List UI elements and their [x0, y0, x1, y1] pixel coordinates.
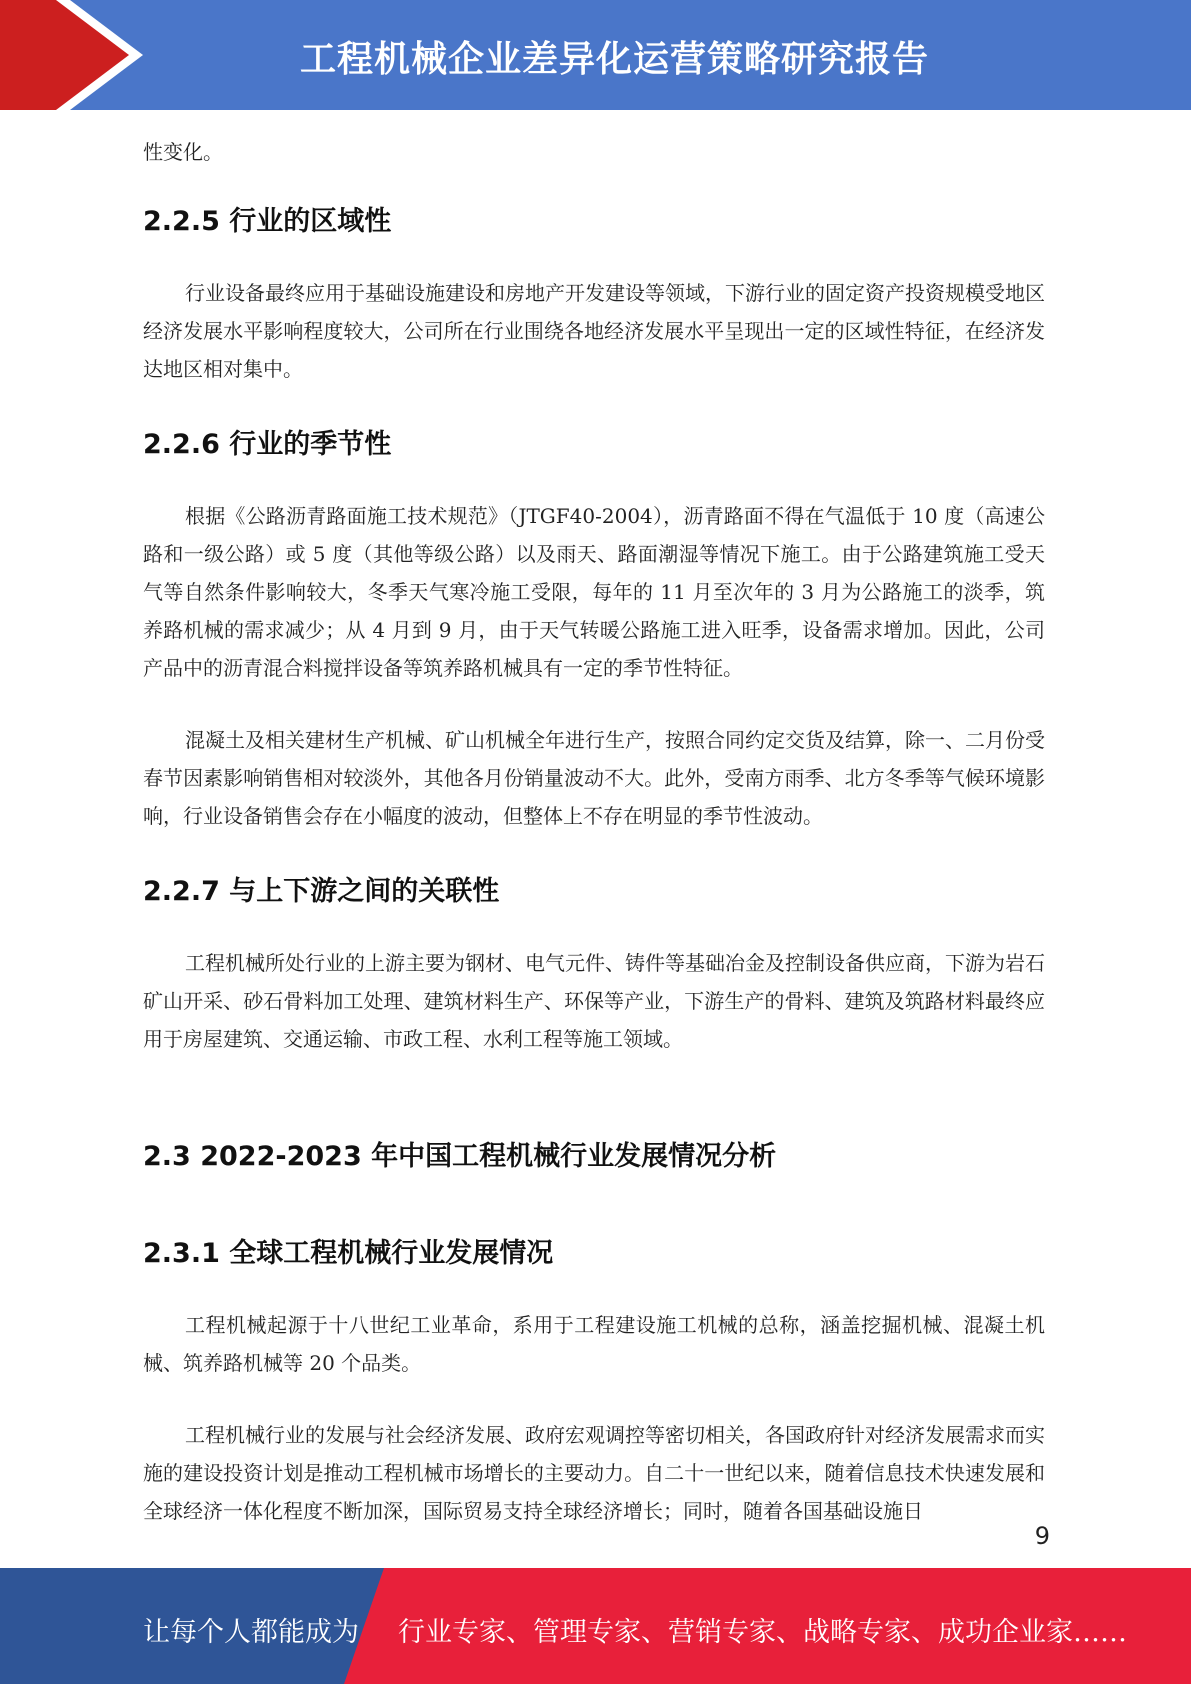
header-arrow-icon: [0, 0, 160, 110]
heading-2-3: 2.3 2022-2023 年中国工程机械行业发展情况分析: [143, 1141, 777, 1172]
heading-2-2-6: 2.2.6 行业的季节性: [143, 429, 392, 460]
page-number: 9: [1034, 1522, 1050, 1550]
paragraph-intro: 性变化。: [143, 140, 223, 164]
footer-slogan-left: 让每个人都能成为: [143, 1617, 359, 1648]
heading-2-2-5: 2.2.5 行业的区域性: [143, 206, 392, 237]
footer-slogan-right: 行业专家、管理专家、营销专家、战略专家、成功企业家……: [398, 1617, 1127, 1648]
page-footer: [0, 1568, 1191, 1684]
paragraph-2-3-1-b: 工程机械行业的发展与社会经济发展、政府宏观调控等密切相关，各国政府针对经济发展需求而实施的建设投资计划是推动工程机械市场增长的主要动力。自二十一世纪以来，随着信息技术快速发展和全球经济一体化程度不断加深，国际贸易支持全球经济增长；同时，随着各国基础设施日: [143, 1423, 1045, 1523]
paragraph-2-2-6-a: 根据《公路沥青路面施工技术规范》（JTGF40-2004），沥青路面不得在气温低于 10 度（高速公路和一级公路）或 5 度（其他等级公路）以及雨天、路面潮湿等情况下施工。由于公路建筑施工受天气等自然条件影响较大，冬季天气寒冷施工受限，每年的 11 月至次年的 3 月为公路施工的淡季，筑养路机械的需求减少；从 4 月到 9 月，由于天气转暖公路施工进入旺季，设备需求增加。因此，公司产品中的沥青混合料搅拌设备等筑养路机械具有一定的季节性特征。: [143, 504, 1045, 680]
heading-2-3-1: 2.3.1 全球工程机械行业发展情况: [143, 1238, 554, 1269]
report-title: 工程机械企业差异化运营策略研究报告: [300, 39, 930, 80]
paragraph-2-2-7: 工程机械所处行业的上游主要为钢材、电气元件、铸件等基础冶金及控制设备供应商，下游为岩石矿山开采、砂石骨料加工处理、建筑材料生产、环保等产业，下游生产的骨料、建筑及筑路材料最终应用于房屋建筑、交通运输、市政工程、水利工程等施工领域。: [143, 951, 1045, 1051]
paragraph-2-2-6-b: 混凝土及相关建材生产机械、矿山机械全年进行生产，按照合同约定交货及结算，除一、二月份受春节因素影响销售相对较淡外，其他各月份销量波动不大。此外，受南方雨季、北方冬季等气候环境影响，行业设备销售会存在小幅度的波动，但整体上不存在明显的季节性波动。: [143, 728, 1045, 828]
heading-2-2-7: 2.2.7 与上下游之间的关联性: [143, 876, 500, 907]
page-content: [143, 133, 1045, 1564]
paragraph-2-3-1-a: 工程机械起源于十八世纪工业革命，系用于工程建设施工机械的总称，涵盖挖掘机械、混凝土机械、筑养路机械等 20 个品类。: [143, 1313, 1045, 1375]
paragraph-2-2-5: 行业设备最终应用于基础设施建设和房地产开发建设等领域，下游行业的固定资产投资规模受地区经济发展水平影响程度较大，公司所在行业围绕各地经济发展水平呈现出一定的区域性特征，在经济发达地区相对集中。: [143, 281, 1045, 381]
page-header: [0, 0, 1191, 110]
